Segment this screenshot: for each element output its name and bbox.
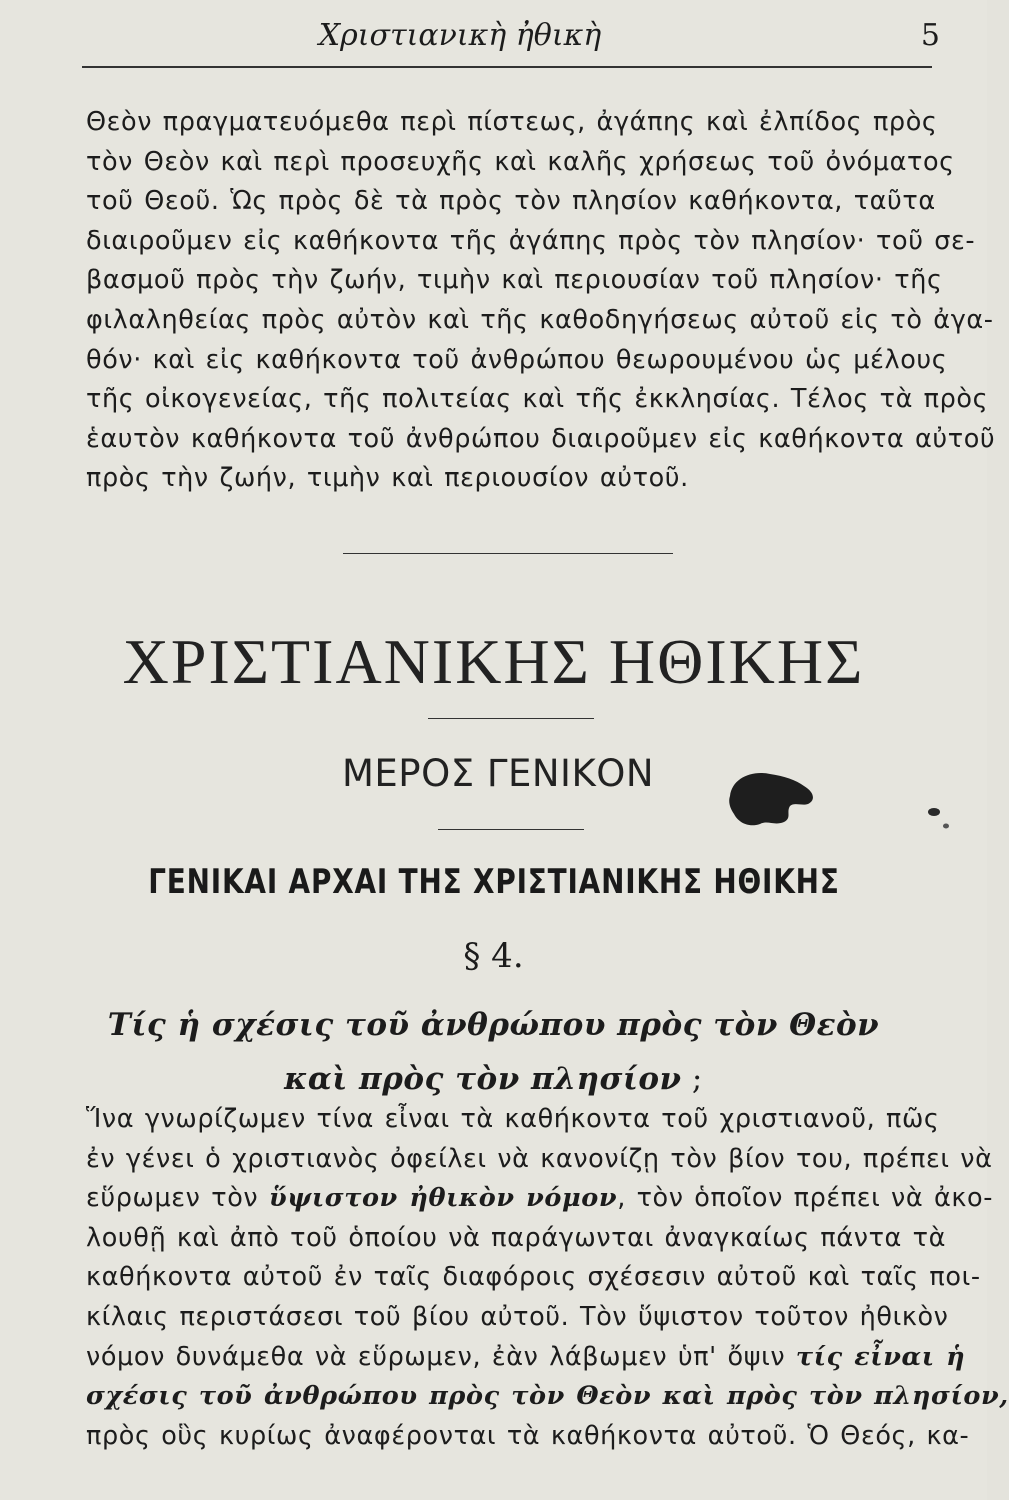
question-line-2-text: καὶ πρὸς τὸν πλησίον (284, 1061, 682, 1097)
question-line-2 (0, 1052, 987, 1106)
ink-stain (724, 766, 954, 846)
header-rule (82, 66, 932, 68)
text-line: φιλαληθείας πρὸς αὐτὸν καὶ τῆς καθοδηγήσεως αὐτοῦ εἰς τὸ ἀγα- (86, 304, 994, 335)
intro-paragraph (86, 103, 996, 499)
question-mark: ; (681, 1061, 703, 1097)
main-title: ΧΡΙΣΤΙΑΝΙΚΗΣ ΗΘΙΚΗΣ (122, 626, 865, 697)
text-line: τοῦ Θεοῦ. Ὡς πρὸς δὲ τὰ πρὸς τὸν πλησίον καθήκοντα, ταῦτα (86, 186, 936, 217)
text-line: Θεὸν πραγματευόμεθα περὶ πίστεως, ἀγάπης καὶ ἐλπίδος πρὸς (86, 107, 938, 137)
text-line: κίλαις περιστάσεσι τοῦ βίου αὐτοῦ. Τὸν ὕψιστον τοῦτον ἠθικὸν (86, 1301, 949, 1332)
running-title: Χριστιανικὴ ἠθικὴ (318, 18, 602, 53)
emphasis-text: τίς εἶναι ἡ (795, 1341, 966, 1372)
text-line (86, 1338, 966, 1378)
text-line: τὸν Θεὸν καὶ περὶ προσευχῆς καὶ καλῆς χρήσεως τοῦ ὀνόματος (86, 146, 955, 177)
text-run: εὕρωμεν τὸν (86, 1183, 269, 1214)
page-number: 5 (920, 18, 940, 53)
text-run: νόμον δυνάμεθα νὰ εὕρωμεν, ἐὰν λάβωμεν ὑπ' ὄψιν (86, 1341, 796, 1372)
text-line: λουθῇ καὶ ἀπὸ τοῦ ὁποίου νὰ παράγωνται ἀναγκαίως πάντα τὰ (86, 1222, 946, 1253)
text-line: ἑαυτὸν καθήκοντα τοῦ ἀνθρώπου διαιροῦμεν εἰς καθήκοντα αὐτοῦ (86, 423, 996, 454)
text-line: θόν· καὶ εἰς καθήκοντα τοῦ ἀνθρώπου θεωρουμένου ὡς μέλους (86, 344, 948, 375)
text-line: τῆς οἰκογενείας, τῆς πολιτείας καὶ τῆς ἐκκλησίας. Τέλος τὰ πρὸς (86, 384, 989, 415)
question-line-1: Τίς ἡ σχέσις τοῦ ἀνθρώπου πρὸς τὸν Θεὸν (107, 1007, 880, 1043)
running-head (80, 14, 940, 54)
text-line: καθήκοντα αὐτοῦ ἐν ταῖς διαφόροις σχέσεσιν αὐτοῦ καὶ ταῖς ποι- (86, 1262, 981, 1293)
section-paragraph (86, 1100, 1009, 1456)
text-line: πρὸς τὴν ζωήν, τιμὴν καὶ περιουσίον αὐτοῦ. (86, 463, 689, 494)
emphasis-text: ὕψιστον ἠθικὸν νόμον (268, 1183, 618, 1214)
text-line: διαιροῦμεν εἰς καθήκοντα τῆς ἀγάπης πρὸς τὸν πλησίον· τοῦ σε- (86, 225, 976, 256)
title-rule (428, 718, 594, 719)
part-title: ΜΕΡΟΣ ΓΕΝΙΚΟΝ (342, 752, 655, 795)
text-line: Ἵνα γνωρίζωμεν τίνα εἶναι τὰ καθήκοντα τοῦ χριστιανοῦ, πῶς (86, 1104, 940, 1134)
section-divider-rule (343, 553, 673, 554)
part-rule (438, 829, 584, 830)
text-line: πρὸς οὓς κυρίως ἀναφέρονται τὰ καθήκοντα αὐτοῦ. Ὁ Θεός, κα- (86, 1420, 970, 1451)
text-line: ἐν γένει ὁ χριστιανὸς ὀφείλει νὰ κανονίζῃ τὸν βίον του, πρέπει νὰ (86, 1143, 993, 1174)
chapter-title: ΓΕΝΙΚΑΙ ΑΡΧΑΙ ΤΗΣ ΧΡΙΣΤΙΑΝΙΚΗΣ ΗΘΙΚΗΣ (148, 862, 840, 902)
section-number: § 4. (463, 936, 524, 976)
question-heading (0, 998, 987, 1106)
emphasis-line: σχέσις τοῦ ἀνθρώπου πρὸς τὸν Θεὸν καὶ πρὸς τὸν πλησίον, (86, 1381, 1009, 1412)
text-line (86, 1179, 994, 1219)
text-line: βασμοῦ πρὸς τὴν ζωήν, τιμὴν καὶ περιουσίαν τοῦ πλησίον· τῆς (86, 265, 943, 296)
text-run: , τὸν ὁποῖον πρέπει νὰ ἀκο- (617, 1183, 994, 1214)
